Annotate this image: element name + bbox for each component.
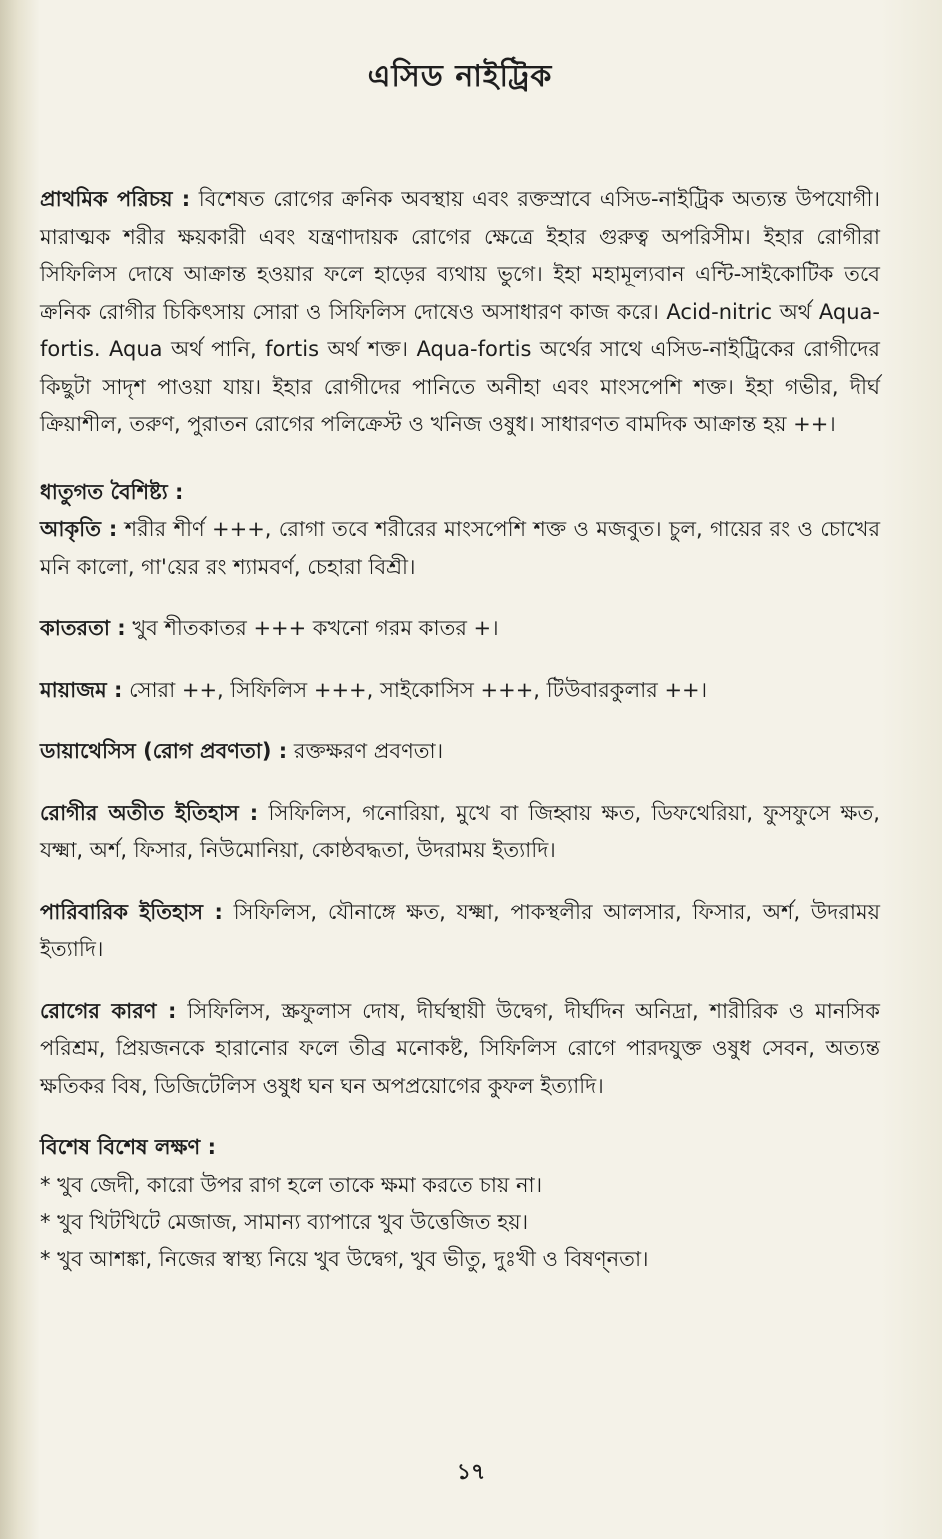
special-heading xyxy=(40,1129,880,1167)
constitution-heading-text: ধাতুগত বৈশিষ্ট্য : xyxy=(40,479,184,504)
special-item: * খুব আশঙ্কা, নিজের স্বাস্থ্য নিয়ে খুব উদ্বেগ, খুব ভীতু, দুঃখী ও বিষণ্নতা। xyxy=(40,1246,649,1271)
diathesis-label: ডায়াথেসিস (রোগ প্রবণতা) : xyxy=(40,739,288,763)
past-history-paragraph xyxy=(40,795,880,870)
intro-paragraph xyxy=(40,181,880,444)
constitution-paragraph xyxy=(40,511,880,586)
thermal-label: কাতরতা : xyxy=(40,616,126,640)
family-history-label: পারিবারিক ইতিহাস : xyxy=(40,899,223,924)
page-title: এসিড নাইট্রিক xyxy=(367,59,553,94)
miasm-paragraph xyxy=(40,672,880,710)
diathesis-paragraph xyxy=(40,733,880,771)
thermal-paragraph xyxy=(40,610,880,648)
intro-label: প্রাথমিক পরিচয় : xyxy=(40,187,191,211)
past-history-label: রোগীর অতীত ইতিহাস : xyxy=(40,800,259,825)
miasm-label: মায়াজম : xyxy=(40,677,123,702)
family-history-paragraph xyxy=(40,894,880,969)
causes-paragraph xyxy=(40,993,880,1106)
thermal-text: খুব শীতকাতর +++ কখনো গরম কাতর +। xyxy=(132,616,499,640)
past-history-text: সিফিলিস, গনোরিয়া, মুখে বা জিহ্বায় ক্ষত, ডিফথেরিয়া, ফুসফুসে ক্ষত, যক্ষ্মা, অর্শ, ফিসার, নিউমোনিয়া, কোষ্ঠবদ্ধতা, উদরাময় ইত্যাদি। xyxy=(40,800,880,862)
special-heading-text: বিশেষ বিশেষ লক্ষণ : xyxy=(40,1135,216,1159)
causes-label: রোগের কারণ : xyxy=(40,998,177,1023)
special-item: * খুব জেদী, কারো উপর রাগ হলে তাকে ক্ষমা করতে চায় না। xyxy=(40,1172,543,1197)
constitution-text: শরীর শীর্ণ +++, রোগা তবে শরীরের মাংসপেশি শক্ত ও মজবুত। চুল, গায়ের রং ও চোখের মনি কালো, গা'য়ের রং শ্যামবর্ণ, চেহারা বিশ্রী। xyxy=(40,517,880,579)
intro-text: বিশেষত রোগের ক্রনিক অবস্থায় এবং রক্তস্রাবে এসিড-নাইট্রিক অত্যন্ত উপযোগী। মারাত্মক শরীর ক্ষয়কারী এবং যন্ত্রণাদায়ক রোগের ক্ষেত্রে ইহার গুরুত্ব অপরিসীম। ইহার রোগীরা সিফিলিস দোষে আক্রান্ত হওয়ার ফলে হাড়ের ব্যথায় ভুগে। ইহা মহামূল্যবান এন্টি-সাইকোটিক তবে ক্রনিক রোগীর চিকিৎসায় সোরা ও সিফিলিস দোষেও অসাধারণ কাজ করে। Acid-nitric অর্থ Aqua-fortis. Aqua অর্থ পানি, fortis অর্থ শক্ত। Aqua-fortis অর্থের সাথে এসিড-নাইট্রিকের রোগীদের কিছুটা সাদৃশ পাওয়া যায়। ইহার রোগীদের পানিতে অনীহা এবং মাংসপেশি শক্ত। ইহা গভীর, দীর্ঘ ক্রিয়াশীল, তরুণ, পুরাতন রোগের পলিক্রেস্ট ও খনিজ ওষুধ। সাধারণত বামদিক আক্রান্ত হয় ++। xyxy=(40,187,881,436)
page-content xyxy=(40,52,880,1278)
page-number: ১৭ xyxy=(456,1460,486,1485)
diathesis-text: রক্তক্ষরণ প্রবণতা। xyxy=(293,739,444,763)
family-history-text: সিফিলিস, যৌনাঙ্গে ক্ষত, যক্ষ্মা, পাকস্থলীর আলসার, ফিসার, অর্শ, উদরাময় ইত্যাদি। xyxy=(40,899,880,961)
causes-text: সিফিলিস, স্ক্রফুলাস দোষ, দীর্ঘস্থায়ী উদ্বেগ, দীর্ঘদিন অনিদ্রা, শারীরিক ও মানসিক পরিশ্রম, প্রিয়জনকে হারানোর ফলে তীব্র মনোকষ্ট, সিফিলিস রোগে পারদযুক্ত ওষুধ সেবন, অত্যন্ত ক্ষতিকর বিষ, ডিজিটেলিস ওষুধ ঘন ঘন অপপ্রয়োগের কুফল ইত্যাদি। xyxy=(40,998,880,1098)
constitution-heading xyxy=(40,474,880,512)
constitution-label: আকৃতি : xyxy=(40,517,118,541)
special-item: * খুব খিটখিটে মেজাজ, সামান্য ব্যাপারে খুব উত্তেজিত হয়। xyxy=(40,1209,529,1234)
miasm-text: সোরা ++, সিফিলিস +++, সাইকোসিস +++, টিউবারকুলার ++। xyxy=(129,677,708,702)
